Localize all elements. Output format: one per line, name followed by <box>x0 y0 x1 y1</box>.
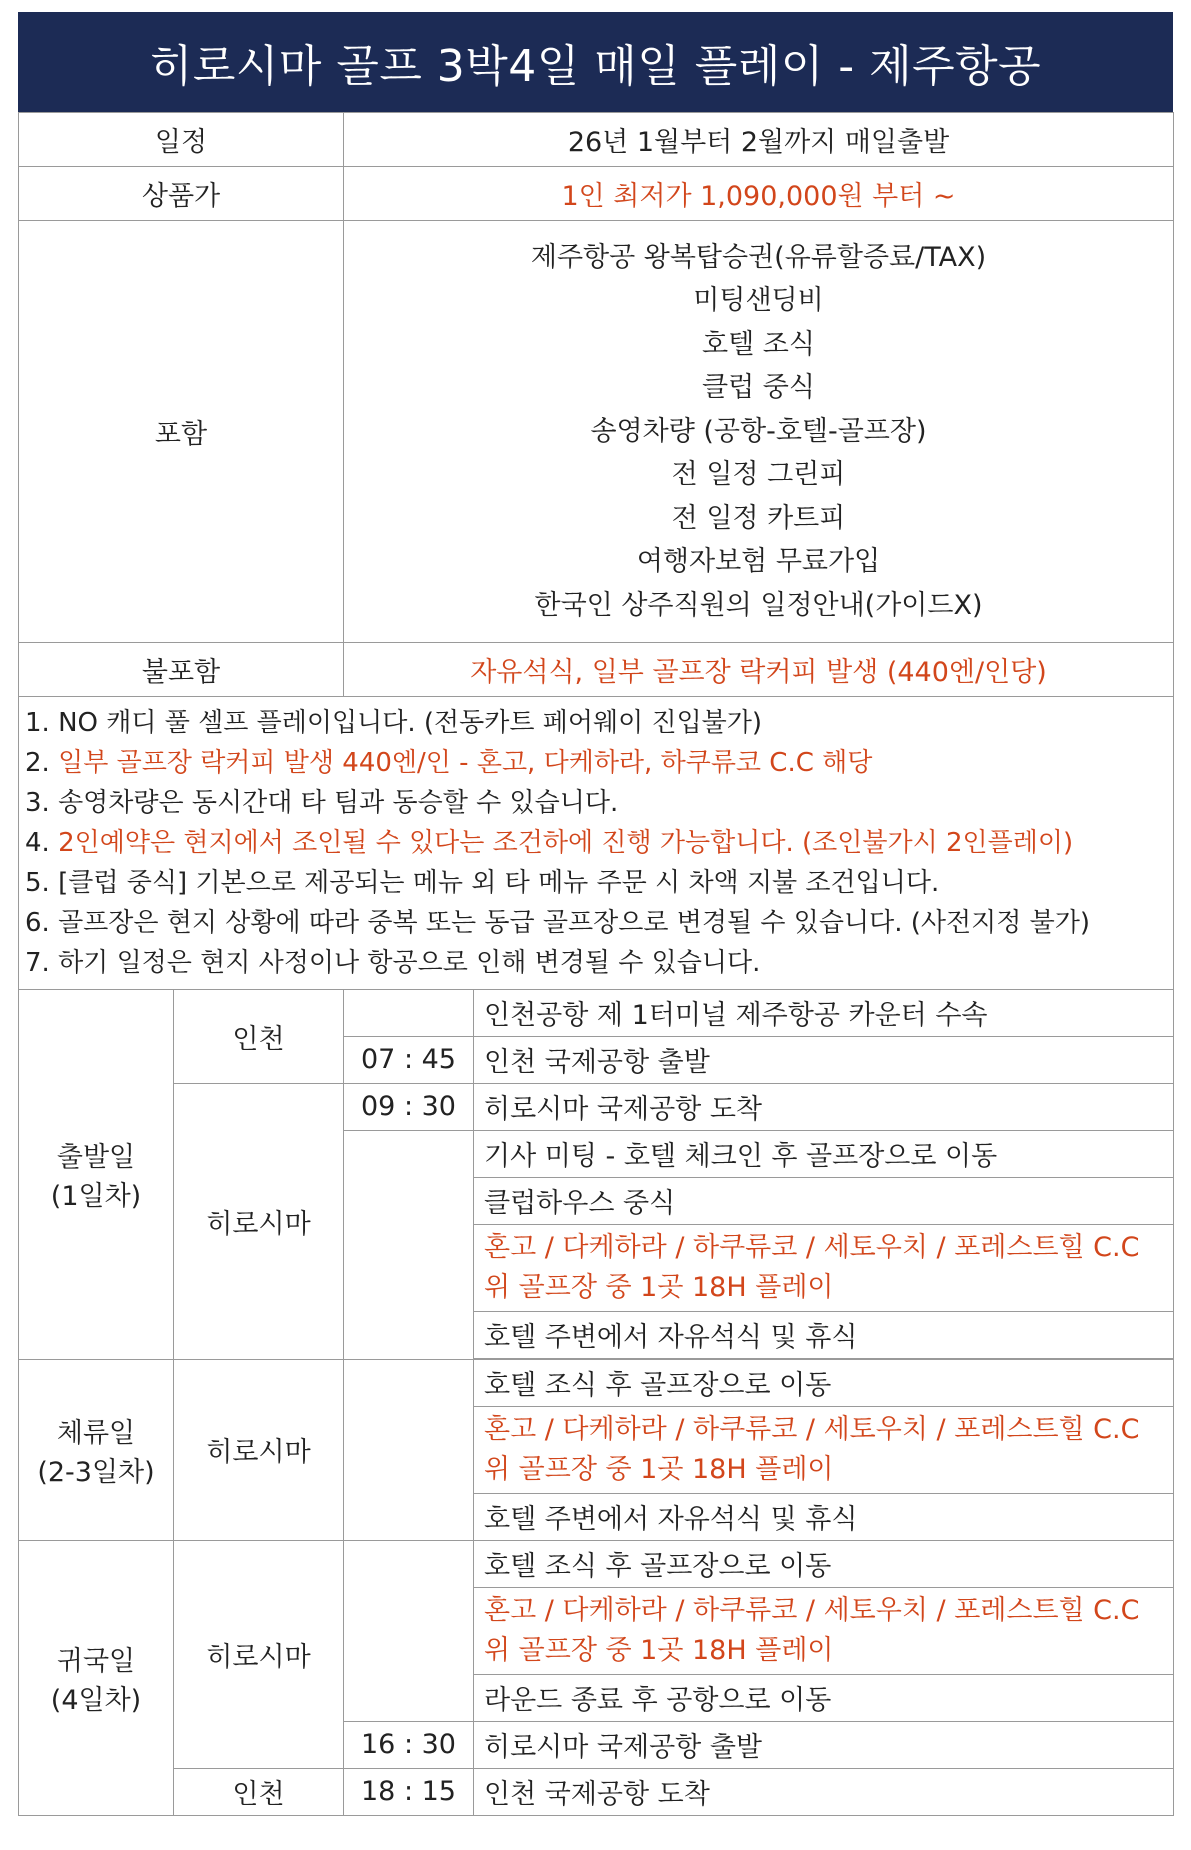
golf-course-cell <box>474 1224 1174 1311</box>
activity-line: 혼고 / 다케하라 / 하쿠류코 / 세토우치 / 포레스트힐 C.C <box>484 1594 1140 1626</box>
included-row <box>19 221 1174 643</box>
included-item: 제주항공 왕복탑승권(유류할증료/TAX) <box>530 241 987 273</box>
time-cell <box>344 1540 474 1721</box>
included-label: 포함 <box>19 221 344 643</box>
time-cell <box>344 1359 474 1540</box>
day-label-line: 체류일 <box>56 1417 136 1449</box>
activity-cell: 기사 미팅 - 호텔 체크인 후 골프장으로 이동 <box>474 1130 1174 1177</box>
included-item: 미팅샌딩비 <box>693 285 824 317</box>
schedule-label: 일정 <box>19 113 344 167</box>
excluded-label: 불포함 <box>19 643 344 697</box>
activity-line: 위 골프장 중 1곳 18H 플레이 <box>484 1453 834 1485</box>
activity-cell: 호텔 조식 후 골프장으로 이동 <box>474 1540 1174 1587</box>
activity-line: 혼고 / 다케하라 / 하쿠류코 / 세토우치 / 포레스트힐 C.C <box>484 1413 1140 1445</box>
note-item <box>25 823 1167 863</box>
time-cell: 16 : 30 <box>344 1721 474 1768</box>
location-hiroshima: 히로시마 <box>174 1359 344 1540</box>
activity-line: 위 골프장 중 1곳 18H 플레이 <box>484 1271 834 1303</box>
table-row <box>19 1540 1174 1587</box>
note-text: 2인예약은 현지에서 조인될 수 있다는 조건하에 진행 가능합니다. (조인불가시 2인플레이) <box>58 828 1074 858</box>
included-item: 클럽 중식 <box>702 372 815 404</box>
note-item: 3. 송영차량은 동시간대 타 팀과 동승할 수 있습니다. <box>25 788 619 818</box>
schedule-row <box>19 113 1174 167</box>
schedule-value: 26년 1월부터 2월까지 매일출발 <box>344 113 1174 167</box>
activity-cell: 히로시마 국제공항 출발 <box>474 1721 1174 1768</box>
note-item: 7. 하기 일정은 현지 사정이나 항공으로 인해 변경될 수 있습니다. <box>25 948 761 978</box>
included-list <box>344 221 1174 643</box>
included-item: 송영차량 (공항-호텔-골프장) <box>590 415 927 447</box>
note-item: 6. 골프장은 현지 상황에 따라 중복 또는 동급 골프장으로 변경될 수 있습니다. (사전지정 불가) <box>25 908 1090 938</box>
info-table <box>18 112 1174 990</box>
time-cell <box>344 1130 474 1359</box>
note-number: 4. <box>25 828 59 858</box>
included-item: 호텔 조식 <box>702 328 815 360</box>
itinerary-table <box>18 989 1174 1816</box>
excluded-value: 자유석식, 일부 골프장 락커피 발생 (440엔/인당) <box>344 643 1174 697</box>
activity-cell: 호텔 주변에서 자유석식 및 휴식 <box>474 1493 1174 1540</box>
notes-row <box>19 697 1174 990</box>
day-label-line: 귀국일 <box>56 1645 136 1677</box>
table-row <box>19 1359 1174 1406</box>
golf-course-cell <box>474 1406 1174 1493</box>
price-row <box>19 167 1174 221</box>
activity-cell: 라운드 종료 후 공항으로 이동 <box>474 1674 1174 1721</box>
time-cell: 18 : 15 <box>344 1768 474 1815</box>
activity-cell: 인천 국제공항 출발 <box>474 1036 1174 1083</box>
day-label-stay <box>19 1359 174 1540</box>
location-incheon: 인천 <box>174 989 344 1083</box>
golf-course-cell <box>474 1587 1174 1674</box>
included-item: 한국인 상주직원의 일정안내(가이드X) <box>534 589 983 621</box>
page-title: 히로시마 골프 3박4일 매일 플레이 - 제주항공 <box>18 12 1173 112</box>
note-item: 1. NO 캐디 풀 셀프 플레이입니다. (전동카트 페어웨이 진입불가) <box>25 708 763 738</box>
day-label-return <box>19 1540 174 1815</box>
activity-cell: 히로시마 국제공항 도착 <box>474 1083 1174 1130</box>
table-row <box>19 1083 1174 1130</box>
included-item: 전 일정 카트피 <box>671 502 846 534</box>
note-item <box>25 743 1167 783</box>
day-label-departure <box>19 989 174 1359</box>
activity-cell: 호텔 조식 후 골프장으로 이동 <box>474 1359 1174 1406</box>
note-item: 5. [클럽 중식] 기본으로 제공되는 메뉴 외 타 메뉴 주문 시 차액 지불 조건입니다. <box>25 868 940 898</box>
activity-line: 위 골프장 중 1곳 18H 플레이 <box>484 1634 834 1666</box>
note-text: 일부 골프장 락커피 발생 440엔/인 - 혼고, 다케하라, 하쿠류코 C.C 해당 <box>58 748 873 778</box>
day-label-line: (2-3일차) <box>37 1456 155 1488</box>
excluded-row <box>19 643 1174 697</box>
table-row <box>19 989 1174 1036</box>
table-row <box>19 1768 1174 1815</box>
day-label-line: (1일차) <box>50 1181 142 1212</box>
notes-list <box>19 697 1174 990</box>
price-value: 1인 최저가 1,090,000원 부터 ~ <box>344 167 1174 221</box>
time-cell: 07 : 45 <box>344 1036 474 1083</box>
activity-cell: 클럽하우스 중식 <box>474 1177 1174 1224</box>
activity-cell: 인천 국제공항 도착 <box>474 1768 1174 1815</box>
day-label-line: (4일차) <box>50 1684 142 1716</box>
day-label-line: 출발일 <box>56 1142 136 1173</box>
time-cell: 09 : 30 <box>344 1083 474 1130</box>
activity-cell: 호텔 주변에서 자유석식 및 휴식 <box>474 1311 1174 1358</box>
note-number: 2. <box>25 748 59 778</box>
included-item: 전 일정 그린피 <box>671 459 846 491</box>
activity-line: 혼고 / 다케하라 / 하쿠류코 / 세토우치 / 포레스트힐 C.C <box>484 1231 1140 1263</box>
location-hiroshima: 히로시마 <box>174 1540 344 1768</box>
time-cell <box>344 989 474 1036</box>
included-item: 여행자보험 무료가입 <box>636 546 881 578</box>
product-sheet <box>18 12 1173 1816</box>
location-hiroshima: 히로시마 <box>174 1083 344 1359</box>
activity-cell: 인천공항 제 1터미널 제주항공 카운터 수속 <box>474 989 1174 1036</box>
location-incheon: 인천 <box>174 1768 344 1815</box>
price-label: 상품가 <box>19 167 344 221</box>
